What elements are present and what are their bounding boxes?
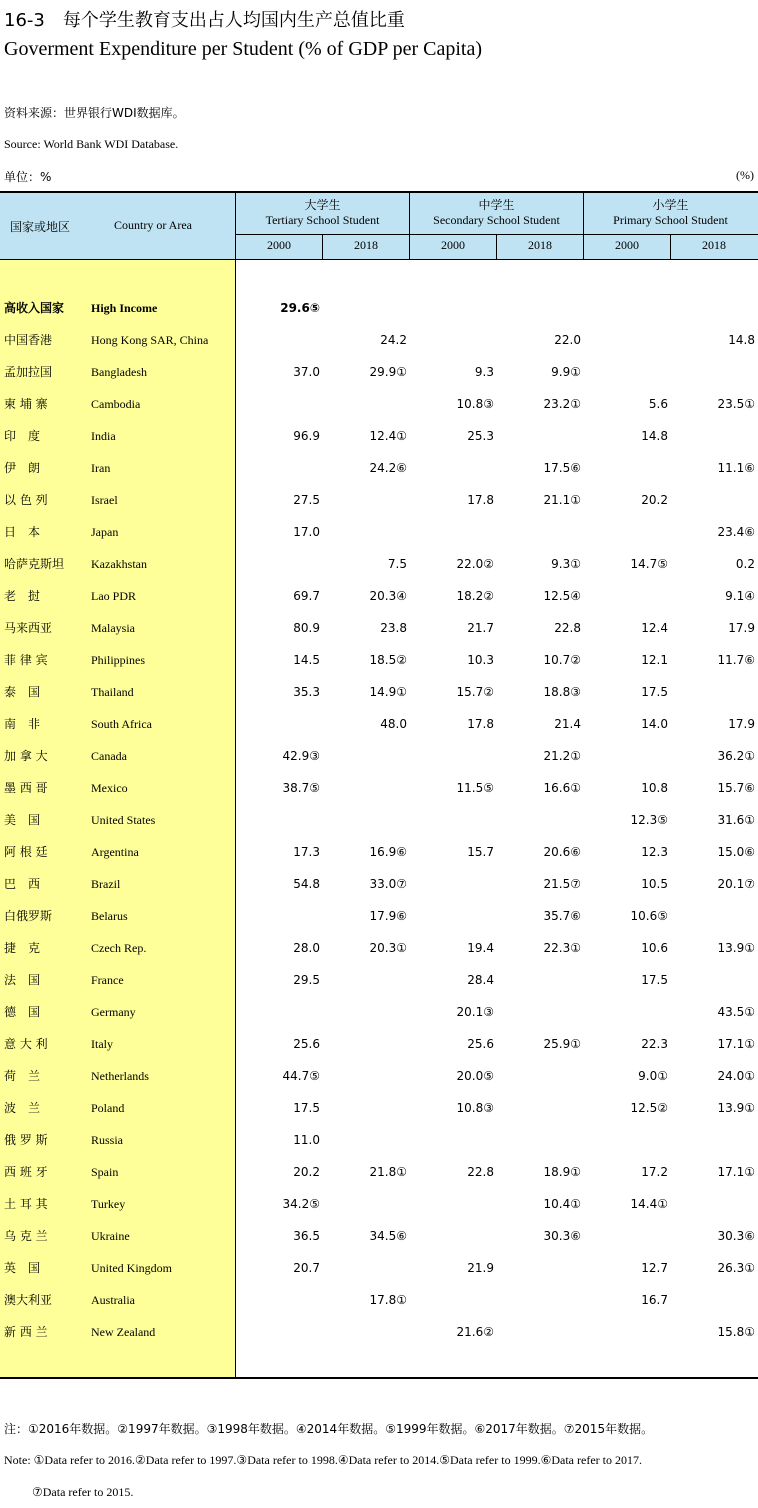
- value-cell: 20.0⑤: [456, 1069, 494, 1083]
- country-name-en: Malaysia: [91, 621, 135, 635]
- value-cell: 17.2: [641, 1165, 668, 1179]
- table-row: [0, 332, 758, 364]
- country-name-en: Spain: [91, 1165, 119, 1179]
- country-name-cn: 俄 罗 斯: [4, 1133, 48, 1147]
- header-country-en: Country or Area: [114, 218, 192, 232]
- table-row: [0, 1292, 758, 1324]
- value-cell: 36.5: [293, 1229, 320, 1243]
- value-cell: 29.6⑤: [280, 301, 320, 315]
- value-cell: 69.7: [293, 589, 320, 603]
- country-name-en: Thailand: [91, 685, 134, 699]
- value-cell: 13.9①: [717, 941, 755, 955]
- value-cell: 14.8: [641, 429, 668, 443]
- value-cell: 21.1①: [543, 493, 581, 507]
- value-cell: 7.5: [387, 557, 407, 571]
- value-cell: 21.8①: [369, 1165, 407, 1179]
- value-cell: 21.6②: [456, 1325, 494, 1339]
- value-cell: 21.5⑦: [543, 877, 581, 891]
- country-name-cn: 孟加拉国: [4, 365, 53, 379]
- value-cell: 54.8: [293, 877, 320, 891]
- country-name-en: Israel: [91, 493, 118, 507]
- value-cell: 18.5②: [369, 653, 407, 667]
- table-row: [0, 1004, 758, 1036]
- value-cell: 0.2: [735, 557, 755, 571]
- value-cell: 34.5⑥: [369, 1229, 407, 1243]
- table-row: [0, 556, 758, 588]
- country-name-cn: 乌 克 兰: [4, 1229, 48, 1243]
- value-cell: 35.3: [293, 685, 320, 699]
- country-name-cn: 巴 西: [4, 877, 41, 891]
- table-row: [0, 748, 758, 780]
- value-cell: 30.3⑥: [717, 1229, 755, 1243]
- country-name-en: Lao PDR: [91, 589, 136, 603]
- country-name-cn: 意 大 利: [4, 1037, 48, 1051]
- value-cell: 28.4: [467, 973, 494, 987]
- table-row: [0, 780, 758, 812]
- value-cell: 17.0: [293, 525, 320, 539]
- value-cell: 20.2: [641, 493, 668, 507]
- value-cell: 80.9: [293, 621, 320, 635]
- country-name-en: India: [91, 429, 116, 443]
- value-cell: 14.8: [728, 333, 755, 347]
- value-cell: 20.1③: [456, 1005, 494, 1019]
- country-name-cn: 日 本: [4, 525, 41, 539]
- year-header: 2000: [441, 238, 465, 252]
- value-cell: 9.3: [474, 365, 494, 379]
- value-cell: 29.5: [293, 973, 320, 987]
- country-name-cn: 荷 兰: [4, 1069, 41, 1083]
- value-cell: 12.4①: [369, 429, 407, 443]
- country-name-en: Germany: [91, 1005, 136, 1019]
- country-name-cn: 白俄罗斯: [4, 909, 53, 923]
- country-name-en: Argentina: [91, 845, 139, 859]
- value-cell: 17.8①: [369, 1293, 407, 1307]
- country-name-en: South Africa: [91, 717, 152, 731]
- value-cell: 30.3⑥: [543, 1229, 581, 1243]
- value-cell: 15.7②: [456, 685, 494, 699]
- value-cell: 15.0⑥: [717, 845, 755, 859]
- header-group-tertiary: [236, 198, 409, 228]
- value-cell: 20.7: [293, 1261, 320, 1275]
- country-name-en: Ukraine: [91, 1229, 130, 1243]
- value-cell: 12.1: [641, 653, 668, 667]
- value-cell: 12.5④: [543, 589, 581, 603]
- value-cell: 48.0: [380, 717, 407, 731]
- value-cell: 10.7②: [543, 653, 581, 667]
- value-cell: 14.0: [641, 717, 668, 731]
- table-top-rule: [0, 191, 758, 193]
- value-cell: 21.4: [554, 717, 581, 731]
- value-cell: 23.5①: [717, 397, 755, 411]
- country-name-cn: 泰 国: [4, 685, 41, 699]
- table-row: [0, 492, 758, 524]
- country-name-cn: 马来西亚: [4, 621, 53, 635]
- value-cell: 42.9③: [282, 749, 320, 763]
- value-cell: 9.0①: [638, 1069, 668, 1083]
- value-cell: 22.3①: [543, 941, 581, 955]
- country-name-cn: 美 国: [4, 813, 41, 827]
- value-cell: 43.5①: [717, 1005, 755, 1019]
- country-name-en: Canada: [91, 749, 127, 763]
- value-cell: 17.8: [467, 717, 494, 731]
- table-row: [0, 300, 758, 332]
- value-cell: 17.5⑥: [543, 461, 581, 475]
- country-name-en: Russia: [91, 1133, 124, 1147]
- footnote-en: Note: ①Data refer to 2016.②Data refer to 1997.③Data refer to 1998.④Data refer to 2014.⑤Data refer to 1999.⑥Data refer to 2017.: [4, 1453, 642, 1467]
- value-cell: 10.8③: [456, 1101, 494, 1115]
- value-cell: 14.7⑤: [630, 557, 668, 571]
- header-group-secondary: [410, 198, 583, 228]
- value-cell: 22.0②: [456, 557, 494, 571]
- country-name-cn: 德 国: [4, 1005, 41, 1019]
- year-header: 2000: [615, 238, 639, 252]
- value-cell: 13.9①: [717, 1101, 755, 1115]
- country-name-cn: 澳大利亚: [4, 1293, 53, 1307]
- country-name-cn: 加 拿 大: [4, 749, 48, 763]
- table-row: [0, 620, 758, 652]
- value-cell: 44.7⑤: [282, 1069, 320, 1083]
- value-cell: 29.9①: [369, 365, 407, 379]
- unit-symbol: (%): [736, 168, 754, 182]
- country-name-cn: 阿 根 廷: [4, 845, 48, 859]
- table-row: [0, 1260, 758, 1292]
- value-cell: 11.5⑤: [456, 781, 494, 795]
- table-row: [0, 1132, 758, 1164]
- country-name-en: Cambodia: [91, 397, 141, 411]
- value-cell: 16.9⑥: [369, 845, 407, 859]
- country-name-en: Kazakhstan: [91, 557, 147, 571]
- value-cell: 18.8③: [543, 685, 581, 699]
- value-cell: 21.9: [467, 1261, 494, 1275]
- value-cell: 16.6①: [543, 781, 581, 795]
- value-cell: 9.1④: [725, 589, 755, 603]
- table-row: [0, 812, 758, 844]
- footnote-cn: 注：①2016年数据。②1997年数据。③1998年数据。④2014年数据。⑤1999年数据。⑥2017年数据。⑦2015年数据。: [4, 1422, 654, 1436]
- country-name-en: France: [91, 973, 124, 987]
- country-name-cn: 伊 朗: [4, 461, 41, 475]
- value-cell: 10.8: [641, 781, 668, 795]
- value-cell: 96.9: [293, 429, 320, 443]
- value-cell: 24.0①: [717, 1069, 755, 1083]
- group-label-cn: 小学生: [652, 198, 689, 212]
- value-cell: 5.6: [648, 397, 668, 411]
- value-cell: 15.8①: [717, 1325, 755, 1339]
- table-row: [0, 1324, 758, 1356]
- table-row: [0, 876, 758, 908]
- value-cell: 10.5: [641, 877, 668, 891]
- value-cell: 33.0⑦: [369, 877, 407, 891]
- table-title-cn: 16-3 每个学生教育支出占人均国内生产总值比重: [4, 10, 405, 31]
- country-name-cn: 土 耳 其: [4, 1197, 48, 1211]
- country-name-cn: 菲 律 宾: [4, 653, 48, 667]
- group-label-cn: 中学生: [478, 198, 515, 212]
- country-name-cn: 南 非: [4, 717, 41, 731]
- country-name-cn: 高收入国家: [4, 301, 65, 315]
- header-group-primary: [584, 198, 757, 228]
- value-cell: 14.4①: [630, 1197, 668, 1211]
- country-name-en: New Zealand: [91, 1325, 156, 1339]
- value-cell: 21.7: [467, 621, 494, 635]
- country-name-cn: 哈萨克斯坦: [4, 557, 65, 571]
- country-name-en: Philippines: [91, 653, 146, 667]
- country-name-cn: 西 班 牙: [4, 1165, 48, 1179]
- value-cell: 23.4⑥: [717, 525, 755, 539]
- value-cell: 37.0: [293, 365, 320, 379]
- value-cell: 23.2①: [543, 397, 581, 411]
- table-row: [0, 908, 758, 940]
- value-cell: 27.5: [293, 493, 320, 507]
- value-cell: 15.7: [467, 845, 494, 859]
- value-cell: 22.3: [641, 1037, 668, 1051]
- value-cell: 36.2①: [717, 749, 755, 763]
- value-cell: 17.1①: [717, 1165, 755, 1179]
- value-cell: 25.6: [467, 1037, 494, 1051]
- table-row: [0, 684, 758, 716]
- value-cell: 22.0: [554, 333, 581, 347]
- table-row: [0, 940, 758, 972]
- year-header: 2018: [354, 238, 378, 252]
- country-name-en: Bangladesh: [91, 365, 147, 379]
- year-header: 2000: [267, 238, 291, 252]
- table-row: [0, 1164, 758, 1196]
- country-name-cn: 以 色 列: [4, 493, 48, 507]
- country-name-en: Hong Kong SAR, China: [91, 333, 209, 347]
- value-cell: 12.7: [641, 1261, 668, 1275]
- value-cell: 20.6⑥: [543, 845, 581, 859]
- table-row: [0, 396, 758, 428]
- value-cell: 26.3①: [717, 1261, 755, 1275]
- value-cell: 12.5②: [630, 1101, 668, 1115]
- value-cell: 24.2⑥: [369, 461, 407, 475]
- value-cell: 10.3: [467, 653, 494, 667]
- value-cell: 11.0: [293, 1133, 320, 1147]
- value-cell: 17.9: [728, 621, 755, 635]
- table-row: [0, 460, 758, 492]
- value-cell: 11.1⑥: [717, 461, 755, 475]
- value-cell: 38.7⑤: [282, 781, 320, 795]
- group-label-en: Secondary School Student: [433, 213, 560, 227]
- table-row: [0, 652, 758, 684]
- value-cell: 22.8: [554, 621, 581, 635]
- value-cell: 35.7⑥: [543, 909, 581, 923]
- value-cell: 17.5: [641, 973, 668, 987]
- value-cell: 25.6: [293, 1037, 320, 1051]
- table-row: [0, 1068, 758, 1100]
- table-row: [0, 1228, 758, 1260]
- value-cell: 9.9①: [551, 365, 581, 379]
- country-name-en: Brazil: [91, 877, 121, 891]
- table-row: [0, 364, 758, 396]
- table-row: [0, 972, 758, 1004]
- year-header: 2018: [528, 238, 552, 252]
- value-cell: 28.0: [293, 941, 320, 955]
- country-name-en: United Kingdom: [91, 1261, 172, 1275]
- source-cn: 资料来源：世界银行WDI数据库。: [4, 106, 185, 120]
- country-name-cn: 捷 克: [4, 941, 41, 955]
- value-cell: 23.8: [380, 621, 407, 635]
- value-cell: 9.3①: [551, 557, 581, 571]
- value-cell: 12.3⑤: [630, 813, 668, 827]
- table-row: [0, 716, 758, 748]
- country-name-en: Poland: [91, 1101, 125, 1115]
- value-cell: 25.3: [467, 429, 494, 443]
- value-cell: 14.9①: [369, 685, 407, 699]
- value-cell: 20.3④: [369, 589, 407, 603]
- value-cell: 16.7: [641, 1293, 668, 1307]
- table-row: [0, 1100, 758, 1132]
- country-name-en: Netherlands: [91, 1069, 149, 1083]
- value-cell: 10.8③: [456, 397, 494, 411]
- unit-label: 单位：%: [4, 170, 52, 184]
- value-cell: 31.6①: [717, 813, 755, 827]
- group-label-cn: 大学生: [304, 198, 341, 212]
- value-cell: 17.9: [728, 717, 755, 731]
- country-name-cn: 法 国: [4, 973, 41, 987]
- country-name-cn: 英 国: [4, 1261, 41, 1275]
- country-name-en: Iran: [91, 461, 111, 475]
- table-row: [0, 428, 758, 460]
- country-name-en: High Income: [91, 301, 158, 315]
- country-name-en: Japan: [91, 525, 119, 539]
- table-bottom-rule: [0, 1377, 758, 1379]
- country-name-en: Australia: [91, 1293, 135, 1307]
- group-label-en: Tertiary School Student: [265, 213, 380, 227]
- value-cell: 17.1①: [717, 1037, 755, 1051]
- value-cell: 19.4: [467, 941, 494, 955]
- value-cell: 17.9⑥: [369, 909, 407, 923]
- source-en: Source: World Bank WDI Database.: [4, 137, 179, 151]
- value-cell: 20.3①: [369, 941, 407, 955]
- country-name-cn: 印 度: [4, 429, 41, 443]
- year-header: 2018: [702, 238, 726, 252]
- table-row: [0, 1196, 758, 1228]
- country-name-cn: 波 兰: [4, 1101, 41, 1115]
- value-cell: 14.5: [293, 653, 320, 667]
- value-cell: 17.8: [467, 493, 494, 507]
- table-row: [0, 1036, 758, 1068]
- table-title-en: Goverment Expenditure per Student (% of GDP per Capita): [4, 38, 483, 60]
- footnote-en-continued: ⑦Data refer to 2015.: [32, 1485, 134, 1499]
- country-name-cn: 中国香港: [4, 333, 53, 347]
- value-cell: 20.2: [293, 1165, 320, 1179]
- value-cell: 15.7⑥: [717, 781, 755, 795]
- value-cell: 18.2②: [456, 589, 494, 603]
- value-cell: 25.9①: [543, 1037, 581, 1051]
- country-name-en: Belarus: [91, 909, 128, 923]
- country-name-en: Turkey: [91, 1197, 126, 1211]
- value-cell: 10.4①: [543, 1197, 581, 1211]
- country-name-en: United States: [91, 813, 156, 827]
- value-cell: 20.1⑦: [717, 877, 755, 891]
- value-cell: 34.2⑤: [282, 1197, 320, 1211]
- value-cell: 10.6⑤: [630, 909, 668, 923]
- value-cell: 11.7⑥: [717, 653, 755, 667]
- value-cell: 12.4: [641, 621, 668, 635]
- value-cell: 18.9①: [543, 1165, 581, 1179]
- value-cell: 12.3: [641, 845, 668, 859]
- header-country-cn: 国家或地区: [10, 220, 71, 234]
- group-label-en: Primary School Student: [613, 213, 728, 227]
- value-cell: 24.2: [380, 333, 407, 347]
- value-cell: 17.5: [641, 685, 668, 699]
- table-row: [0, 524, 758, 556]
- country-name-en: Mexico: [91, 781, 128, 795]
- country-name-cn: 柬 埔 寨: [4, 397, 48, 411]
- value-cell: 10.6: [641, 941, 668, 955]
- country-name-cn: 新 西 兰: [4, 1325, 48, 1339]
- country-name-en: Czech Rep.: [91, 941, 147, 955]
- country-name-cn: 老 挝: [4, 589, 41, 603]
- value-cell: 21.2①: [543, 749, 581, 763]
- value-cell: 17.5: [293, 1101, 320, 1115]
- country-name-en: Italy: [91, 1037, 113, 1051]
- table-row: [0, 588, 758, 620]
- country-name-cn: 墨 西 哥: [4, 781, 48, 795]
- value-cell: 17.3: [293, 845, 320, 859]
- table-row: [0, 844, 758, 876]
- header-bottom-rule: [0, 259, 758, 260]
- value-cell: 22.8: [467, 1165, 494, 1179]
